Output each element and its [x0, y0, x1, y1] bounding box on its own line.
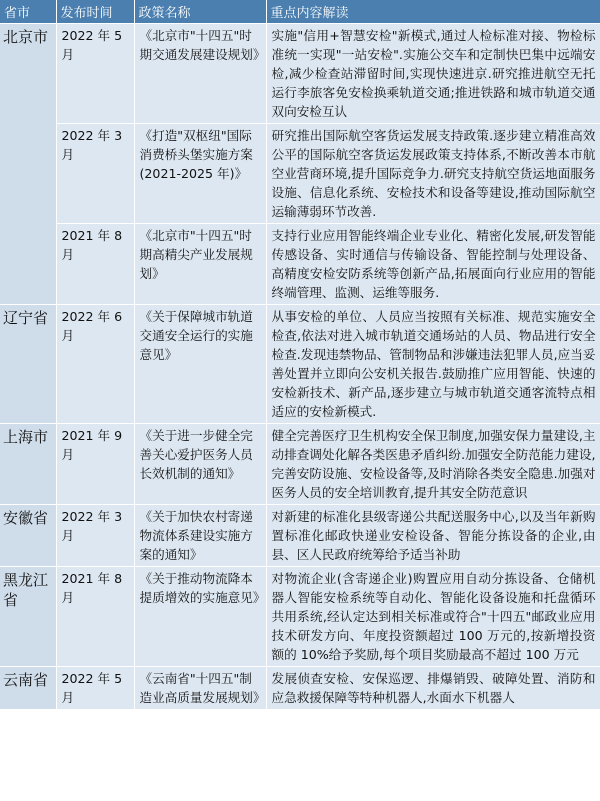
date-cell: 2022 年 3 月 [56, 124, 134, 224]
date-cell: 2021 年 9 月 [56, 424, 134, 505]
table-row [0, 667, 600, 710]
policy-name-cell: 《云南省"十四五"制造业高质量发展规划》 [134, 667, 266, 710]
content-cell: 研究推出国际航空客货运发展支持政策.逐步建立精准高效公平的国际航空客货运发展政策支持体系,不断改善本市航空业营商环境,提升国际竞争力.研究支持航空货运地面服务设施、信息化系统、安检技术和设备等建设,推动国际航空运输薄弱环节改善. [266, 124, 600, 224]
content-cell: 支持行业应用智能终端企业专业化、精密化发展,研发智能传感设备、实时通信与传输设备、智能控制与处理设备、高精度安检安防系统等创新产品,拓展面向行业应用的智能终端管理、监测、运维等服务. [266, 224, 600, 305]
date-cell: 2022 年 6 月 [56, 305, 134, 424]
date-cell: 2022 年 5 月 [56, 24, 134, 124]
content-cell: 从事安检的单位、人员应当按照有关标准、规范实施安全检查,依法对进入城市轨道交通场站的人员、物品进行安全检查.发现违禁物品、管制物品和涉嫌违法犯罪人员,应当妥善处置并立即向公安机关报告.鼓励推广应用智能、快速的安检新技术、新产品,逐步建立与城市轨道交通客流特点相适应的安检新模式. [266, 305, 600, 424]
table-row [0, 305, 600, 424]
header-policy: 政策名称 [134, 0, 266, 24]
policy-name-cell: 《打造"双枢纽"国际消费桥头堡实施方案(2021-2025 年)》 [134, 124, 266, 224]
province-cell: 北京市 [0, 24, 56, 305]
header-content: 重点内容解读 [266, 0, 600, 24]
table-row [0, 505, 600, 567]
table-header-row [0, 0, 600, 24]
province-cell: 上海市 [0, 424, 56, 505]
date-cell: 2022 年 5 月 [56, 667, 134, 710]
policy-name-cell: 《北京市"十四五"时期交通发展建设规划》 [134, 24, 266, 124]
header-province: 省市 [0, 0, 56, 24]
table-row [0, 24, 600, 124]
province-cell: 黑龙江省 [0, 567, 56, 667]
content-cell: 发展侦查安检、安保巡逻、排爆销毁、破障处置、消防和应急救援保障等特种机器人,水面水下机器人 [266, 667, 600, 710]
content-cell: 健全完善医疗卫生机构安全保卫制度,加强安保力量建设,主动排查调处化解各类医患矛盾纠纷.加强安全防范能力建设,完善安防设施、安检设备等,及时消除各类安全隐患.加强对医务人员的安全培训教育,提升其安全防范意识 [266, 424, 600, 505]
table-row [0, 124, 600, 224]
policy-name-cell: 《关于保障城市轨道交通安全运行的实施意见》 [134, 305, 266, 424]
date-cell: 2021 年 8 月 [56, 567, 134, 667]
province-cell: 辽宁省 [0, 305, 56, 424]
content-cell: 对物流企业(含寄递企业)购置应用自动分拣设备、仓储机器人智能安检系统等自动化、智能化设备设施和托盘循环共用系统,经认定达到相关标准或符合"十四五"邮政业应用技术研发方向、年度投资额超过 100 万元的,按新增投资额的 10%给予奖励,每个项目奖励最高不超过 100 万元 [266, 567, 600, 667]
date-cell: 2022 年 3 月 [56, 505, 134, 567]
table-row [0, 424, 600, 505]
policy-name-cell: 《北京市"十四五"时期高精尖产业发展规划》 [134, 224, 266, 305]
policy-name-cell: 《关于进一步健全完善关心爱护医务人员长效机制的通知》 [134, 424, 266, 505]
policy-name-cell: 《关于加快农村寄递物流体系建设实施方案的通知》 [134, 505, 266, 567]
header-date: 发布时间 [56, 0, 134, 24]
province-cell: 云南省 [0, 667, 56, 710]
content-cell: 对新建的标准化县级寄递公共配送服务中心,以及当年新购置标准化邮政快递业安检设备、智能分拣设备的企业,由县、区人民政府统筹给予适当补助 [266, 505, 600, 567]
policy-name-cell: 《关于推动物流降本提质增效的实施意见》 [134, 567, 266, 667]
content-cell: 实施"信用+智慧安检"新模式,通过人检标准对接、物检标准统一实现"一站安检".实施公交车和定制快巴集中远端安检,减少检查站滞留时间,实现快速进京.研究推进航空无托运行李旅客免安检换乘轨道交通;推进铁路和城市轨道交通双向安检互认 [266, 24, 600, 124]
table-row [0, 567, 600, 667]
table-row [0, 224, 600, 305]
date-cell: 2021 年 8 月 [56, 224, 134, 305]
province-cell: 安徽省 [0, 505, 56, 567]
